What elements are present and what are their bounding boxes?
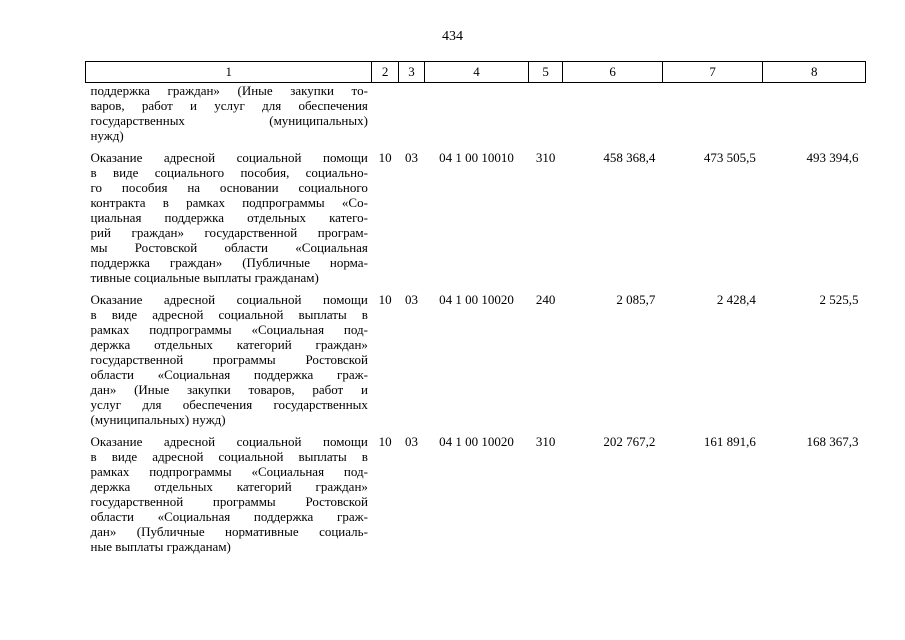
description-line: го пособия на основании социального xyxy=(90,180,368,195)
page-number: 434 xyxy=(442,29,463,44)
description-line: циальная поддержка отдельных катего- xyxy=(90,210,368,225)
cell-amount-col8 xyxy=(763,83,866,144)
description-line: Оказание адресной социальной помощи xyxy=(90,434,368,449)
cell-expense-type: 310 xyxy=(535,434,556,449)
header-col-8: 8 xyxy=(763,62,866,83)
cell-subsection: 03 xyxy=(405,434,419,449)
row-description xyxy=(86,285,372,427)
row-description xyxy=(86,83,372,144)
header-col-3: 3 xyxy=(398,62,424,83)
cell-amount-col6: 202 767,2 xyxy=(603,434,656,449)
table-row xyxy=(86,83,866,144)
description-line: в виде социального пособия, социально- xyxy=(90,165,368,180)
table-row xyxy=(86,143,866,285)
cell-section: 10 xyxy=(378,292,392,307)
description-line: в виде адресной социальной выплаты в xyxy=(90,307,368,322)
description-line: нужд) xyxy=(90,128,124,143)
cell-section xyxy=(372,83,398,144)
description-line: государственной программы Ростовской xyxy=(90,494,368,509)
table-row xyxy=(86,285,866,427)
description-line: области «Социальная поддержка граж- xyxy=(90,509,368,524)
description-line: рамках подпрограммы «Социальная под- xyxy=(90,464,368,479)
budget-table xyxy=(85,61,866,554)
description-line: Оказание адресной социальной помощи xyxy=(90,150,368,165)
cell-amount-col7 xyxy=(662,83,763,144)
description-line: держка отдельных категорий граждан» xyxy=(90,337,368,352)
cell-amount-col8: 168 367,3 xyxy=(806,434,859,449)
cell-expense-type: 310 xyxy=(535,150,556,165)
description-line: держка отдельных категорий граждан» xyxy=(90,479,368,494)
cell-amount-col7: 473 505,5 xyxy=(703,150,756,165)
cell-amount-col7: 2 428,4 xyxy=(716,292,756,307)
cell-target-article: 04 1 00 10020 xyxy=(439,292,514,307)
cell-amount-col6 xyxy=(563,83,663,144)
description-line: рамках подпрограммы «Социальная под- xyxy=(90,322,368,337)
cell-target-article: 04 1 00 10010 xyxy=(439,150,514,165)
description-line: Оказание адресной социальной помощи xyxy=(90,292,368,307)
cell-section: 10 xyxy=(378,434,392,449)
cell-subsection: 03 xyxy=(405,292,419,307)
cell-section: 10 xyxy=(378,150,392,165)
row-description xyxy=(86,427,372,554)
header-col-5: 5 xyxy=(528,62,563,83)
description-line: дан» (Публичные нормативные социаль- xyxy=(90,524,368,539)
header-col-6: 6 xyxy=(563,62,663,83)
header-col-1: 1 xyxy=(86,62,372,83)
description-line: контракта в рамках подпрограммы «Со- xyxy=(90,195,368,210)
cell-amount-col8: 493 394,6 xyxy=(806,150,859,165)
cell-amount-col6: 458 368,4 xyxy=(603,150,656,165)
description-line: поддержка граждан» (Иные закупки то- xyxy=(90,83,368,98)
description-line: тивные социальные выплаты гражданам) xyxy=(90,270,319,285)
cell-amount-col8: 2 525,5 xyxy=(819,292,859,307)
header-col-4: 4 xyxy=(425,62,529,83)
cell-subsection xyxy=(398,83,424,144)
description-line: мы Ростовской области «Социальная xyxy=(90,240,368,255)
description-line: в виде адресной социальной выплаты в xyxy=(90,449,368,464)
description-line: рий граждан» государственной програм- xyxy=(90,225,368,240)
description-line: дан» (Иные закупки товаров, работ и xyxy=(90,382,368,397)
description-line: государственной программы Ростовской xyxy=(90,352,368,367)
cell-amount-col7: 161 891,6 xyxy=(703,434,756,449)
description-line: услуг для обеспечения государственных xyxy=(90,397,368,412)
description-line: области «Социальная поддержка граж- xyxy=(90,367,368,382)
cell-target-article xyxy=(425,83,529,144)
header-col-7: 7 xyxy=(662,62,763,83)
description-line: государственных (муниципальных) xyxy=(90,113,368,128)
cell-target-article: 04 1 00 10020 xyxy=(439,434,514,449)
table-body xyxy=(86,83,866,555)
cell-amount-col6: 2 085,7 xyxy=(616,292,656,307)
cell-expense-type xyxy=(528,83,563,144)
description-line: поддержка граждан» (Публичные норма- xyxy=(90,255,368,270)
cell-expense-type: 240 xyxy=(535,292,556,307)
cell-subsection: 03 xyxy=(405,150,419,165)
table-row xyxy=(86,427,866,554)
table-header xyxy=(86,62,866,83)
header-col-2: 2 xyxy=(372,62,398,83)
row-description xyxy=(86,143,372,285)
description-line: варов, работ и услуг для обеспечения xyxy=(90,98,368,113)
description-line: (муниципальных) нужд) xyxy=(90,412,226,427)
header-row xyxy=(86,62,866,83)
description-line: ные выплаты гражданам) xyxy=(90,539,231,554)
